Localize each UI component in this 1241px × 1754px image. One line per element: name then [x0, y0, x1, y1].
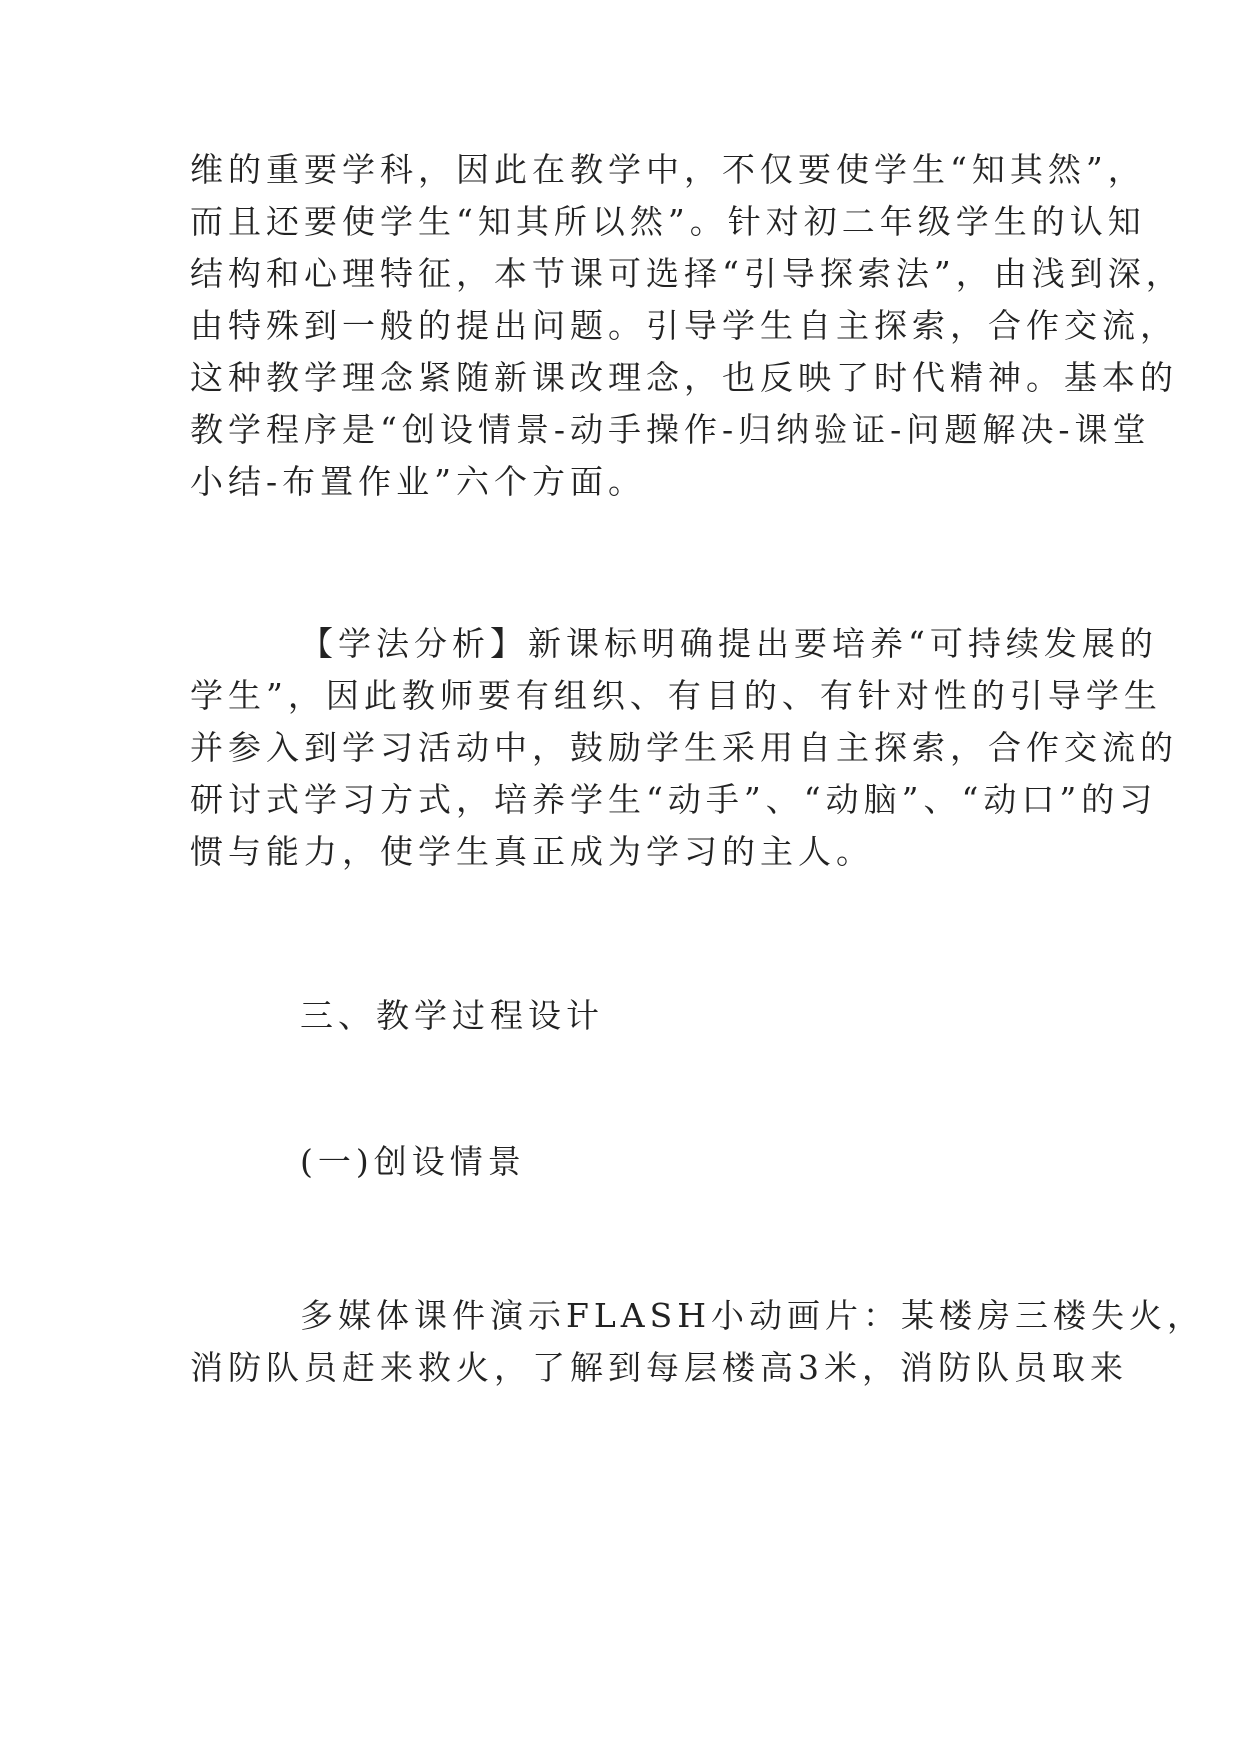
paragraph-2-line: 并参入到学习活动中，鼓励学生采用自主探索，合作交流的	[190, 728, 1178, 767]
paragraph-3-line: 多媒体课件演示FLASH小动画片：某楼房三楼失火，	[300, 1296, 1206, 1335]
paragraph-1-line: 小结-布置作业”六个方面。	[190, 462, 647, 501]
paragraph-1-line: 维的重要学科，因此在教学中，不仅要使学生“知其然”，	[190, 150, 1146, 189]
paragraph-1-line: 这种教学理念紧随新课改理念，也反映了时代精神。基本的	[190, 358, 1178, 397]
paragraph-2-line: 学生”，因此教师要有组织、有目的、有针对性的引导学生	[190, 676, 1162, 715]
paragraph-2-line: 【学法分析】新课标明确提出要培养“可持续发展的	[300, 624, 1158, 663]
paragraph-2-line: 研讨式学习方式，培养学生“动手”、“动脑”、“动口”的习	[190, 780, 1158, 819]
section-heading: 三、教学过程设计	[300, 996, 604, 1035]
subsection-heading: (一)创设情景	[300, 1142, 526, 1181]
paragraph-1-line: 而且还要使学生“知其所以然”。针对初二年级学生的认知	[190, 202, 1146, 241]
paragraph-3-line: 消防队员赶来救火，了解到每层楼高3米，消防队员取来	[190, 1348, 1128, 1387]
paragraph-1-line: 教学程序是“创设情景-动手操作-归纳验证-问题解决-课堂	[190, 410, 1151, 449]
paragraph-2-line: 惯与能力，使学生真正成为学习的主人。	[190, 832, 874, 871]
paragraph-1-line: 由特殊到一般的提出问题。引导学生自主探索，合作交流，	[190, 306, 1178, 345]
paragraph-1-line: 结构和心理特征，本节课可选择“引导探索法”，由浅到深，	[190, 254, 1184, 293]
